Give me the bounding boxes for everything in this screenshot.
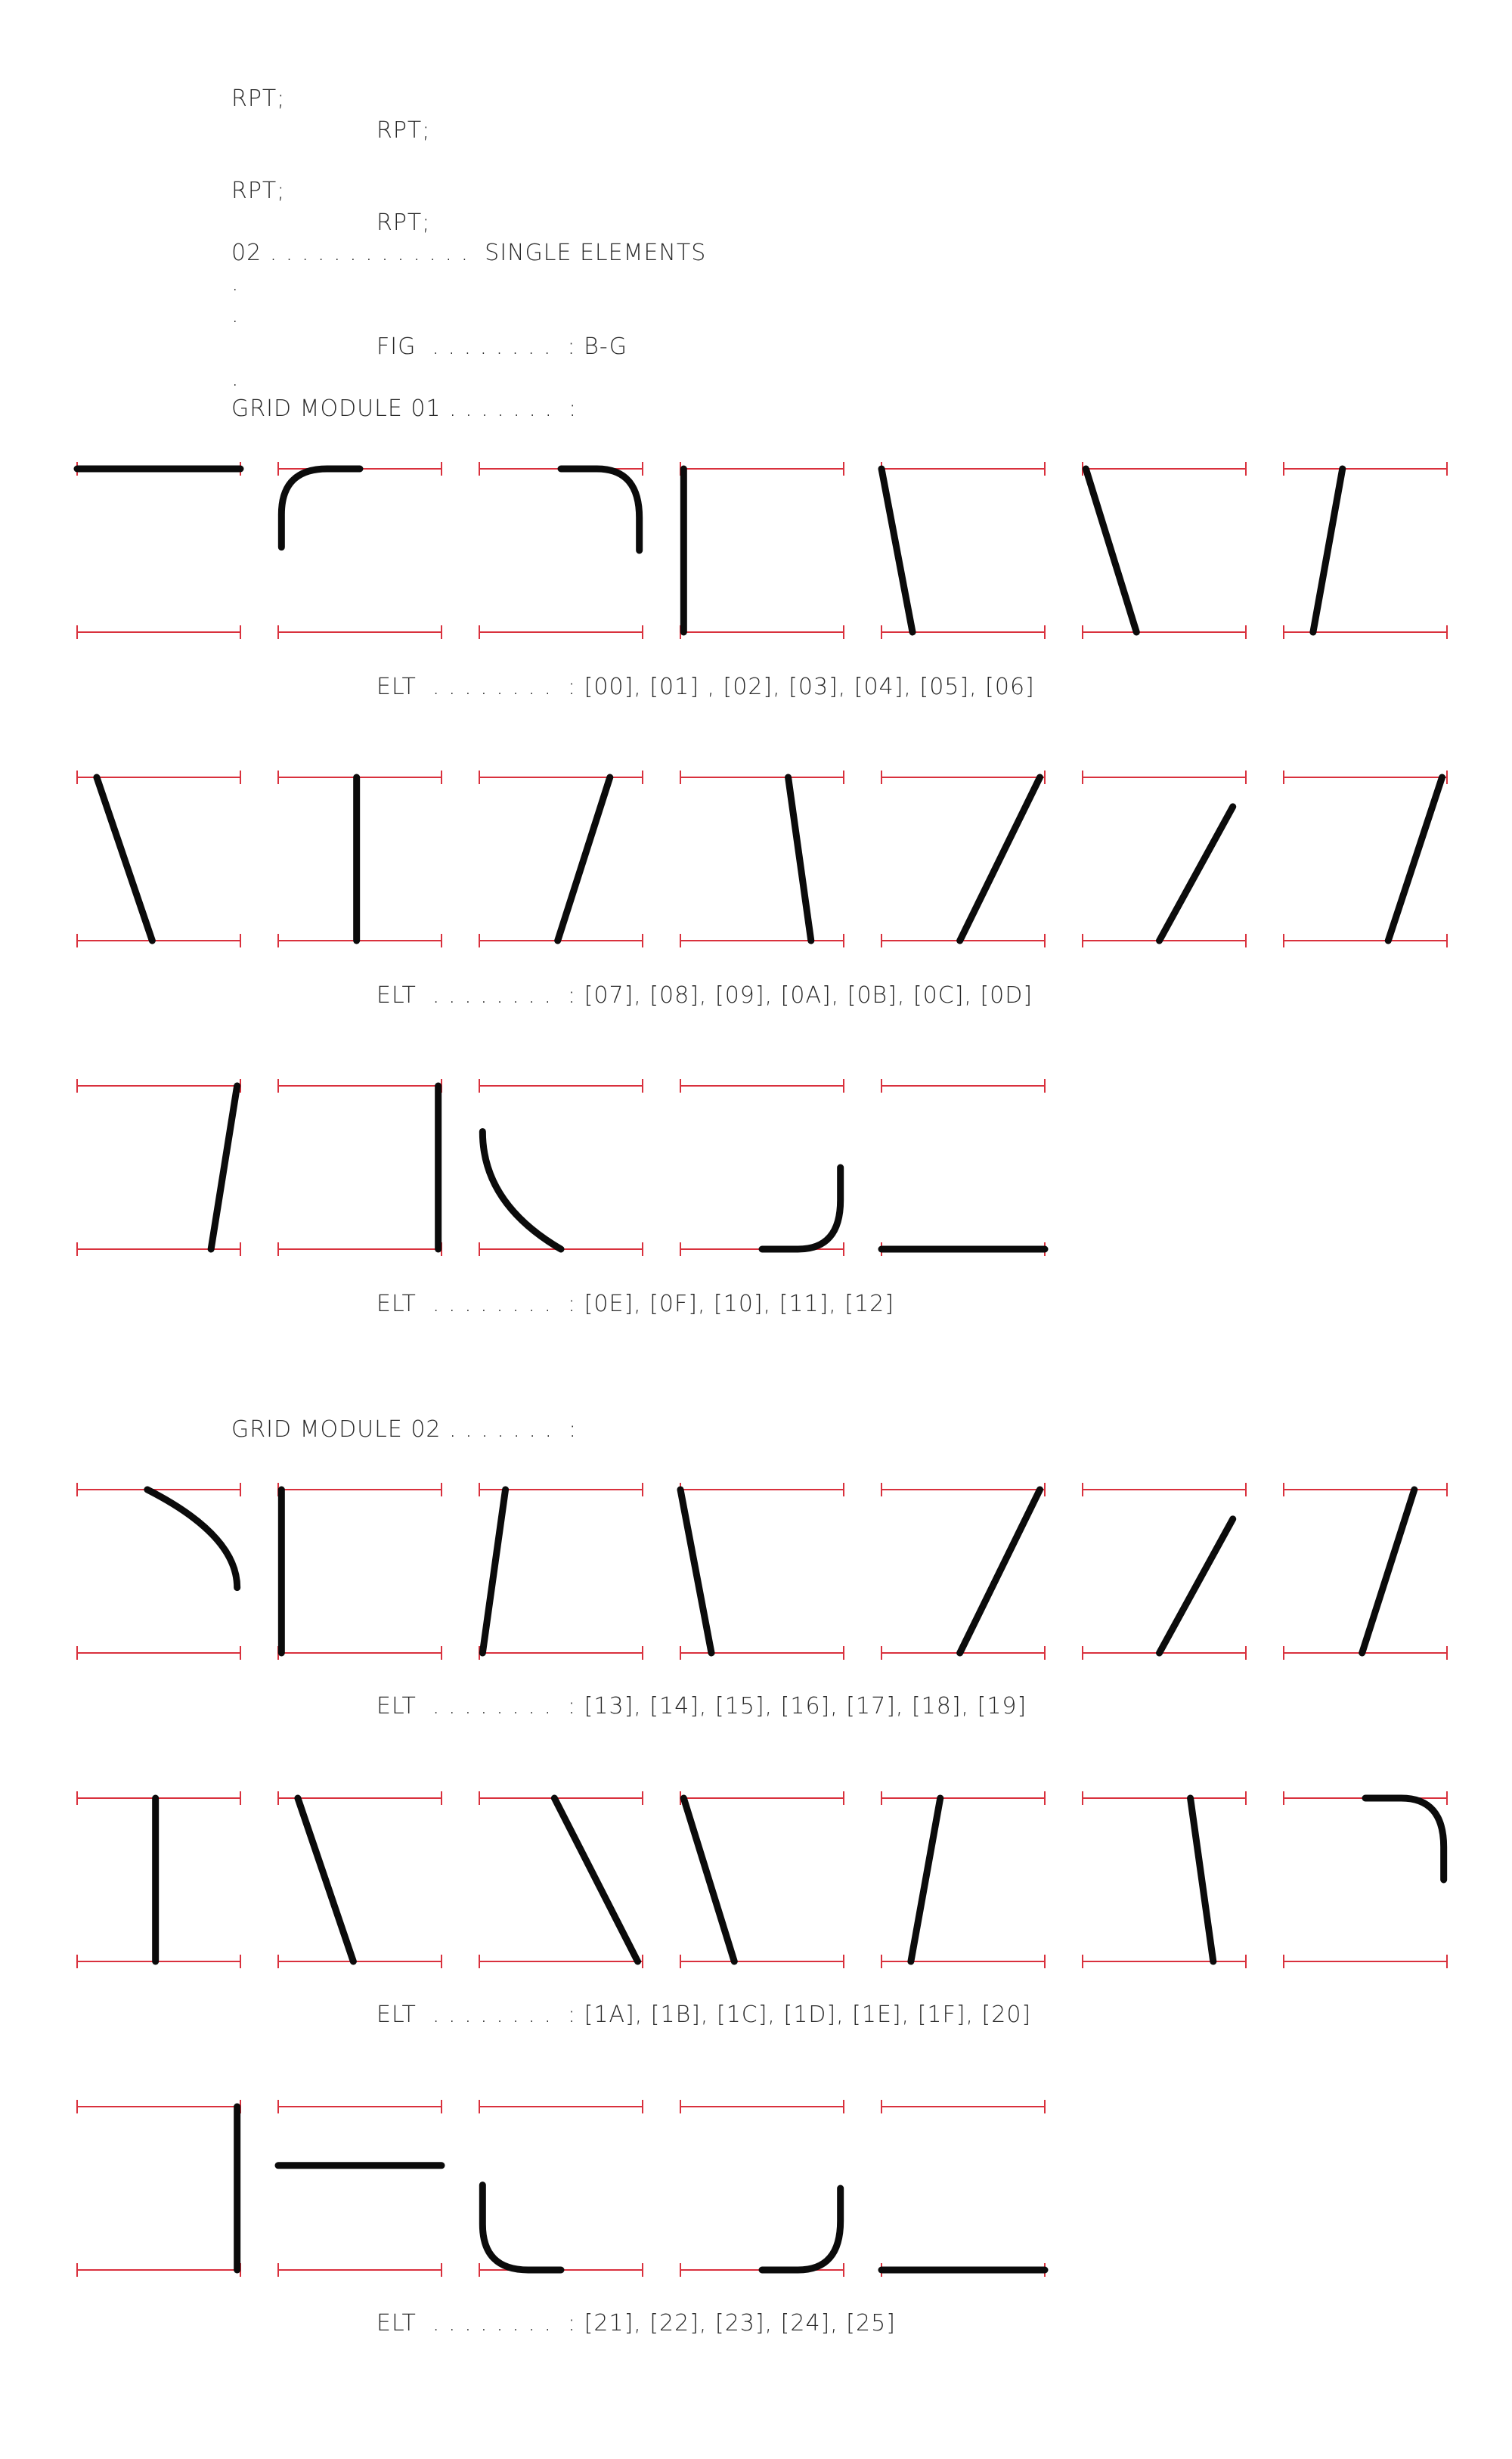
element-caption: ELT . . . . . . . . : [07], [08], [09], [0A], [0B], [0C], [0D] <box>376 982 1033 1009</box>
element-glyph-slant-right-mid <box>1362 1490 1414 1653</box>
element-glyph-arc-top-right <box>1365 1798 1444 1880</box>
element-caption: ELT . . . . . . . . : [1A], [1B], [1C], [1D], [1E], [1F], [20] <box>376 2002 1032 2028</box>
grid-module-cell <box>479 462 643 639</box>
grid-module-cell <box>881 2100 1045 2277</box>
element-caption: ELT . . . . . . . . : [0E], [0F], [10], [11], [12] <box>376 1291 894 1317</box>
grid-module-cell <box>278 1483 442 1660</box>
grid-module-cell <box>881 771 1045 947</box>
grid-module-cell <box>881 1791 1045 1968</box>
grid-module-cell <box>881 1483 1045 1660</box>
element-glyph-slant-right-wide <box>960 777 1040 941</box>
element-glyph-arc-bottom-right <box>762 2188 841 2270</box>
grid-module-cell <box>680 462 844 639</box>
element-glyph-arc-top-left <box>281 469 360 547</box>
element-glyph-lean-left-mid <box>1086 469 1136 632</box>
rpt-line-4: RPT; <box>376 209 431 236</box>
element-caption: ELT . . . . . . . . : [21], [22], [23], [24], [25] <box>376 2310 896 2337</box>
rpt-line-3: RPT; <box>231 178 286 204</box>
grid-module-cell <box>77 1483 240 1660</box>
element-glyph-slant-right-far <box>211 1086 237 1249</box>
grid-module-cell <box>680 1791 844 1968</box>
element-glyph-slant-right-mid <box>558 777 610 941</box>
element-glyph-slant-right-near <box>1313 469 1343 632</box>
element-glyph-lean-left-steep <box>881 469 912 632</box>
rpt-line-2: RPT; <box>376 117 431 144</box>
grid-module-cell <box>680 1079 844 1256</box>
element-glyph-arc-bottom-right <box>762 1167 841 1249</box>
glyph-layer <box>77 469 1444 2270</box>
element-glyph-slant-right-low <box>482 1490 505 1653</box>
grid-layer <box>77 462 1447 2277</box>
grid-module-cell <box>1284 771 1447 947</box>
dot-marker-3: . <box>231 365 240 392</box>
element-glyph-arc-top-right <box>561 469 640 550</box>
element-caption: ELT . . . . . . . . : [00], [01] , [02], [03], [04], [05], [06] <box>376 674 1035 700</box>
grid-module-cell <box>1284 1791 1447 1968</box>
element-glyph-lean-left-long <box>554 1798 637 1961</box>
grid-module-cell <box>479 2100 643 2277</box>
grid-module-cell <box>680 2100 844 2277</box>
element-glyph-lean-right-steep <box>1191 1798 1213 1961</box>
rpt-line-1: RPT; <box>231 85 286 112</box>
grid-module-cell <box>1083 1791 1246 1968</box>
dot-marker-2: . <box>231 302 240 328</box>
grid-module-cell <box>77 2100 240 2277</box>
element-glyph-slant-right-short <box>1160 1519 1233 1653</box>
grid-module-cell <box>1083 1483 1246 1660</box>
element-glyph-lean-left-wide <box>97 777 152 941</box>
element-glyph-lean-left-wide <box>298 1798 353 1961</box>
dot-marker-1: . <box>231 270 240 296</box>
element-glyph-lean-right-steep <box>789 777 811 941</box>
section-heading: 02 . . . . . . . . . . . . . SINGLE ELEMENTS <box>231 240 707 266</box>
element-caption: ELT . . . . . . . . : [13], [14], [15], [16], [17], [18], [19] <box>376 1693 1027 1719</box>
element-glyph-arc-bottom-left <box>482 2185 561 2270</box>
element-glyph-curve-top-right <box>147 1490 237 1588</box>
element-glyph-curve-bottom-left <box>482 1131 561 1249</box>
grid-module-label-02: GRID MODULE 02 . . . . . . . : <box>231 1416 578 1443</box>
element-glyph-slant-right-wide <box>960 1490 1040 1653</box>
grid-module-cell <box>278 462 442 639</box>
grid-module-cell <box>680 771 844 947</box>
grid-module-cell <box>278 2100 442 2277</box>
element-glyph-slant-right-edge <box>1388 777 1442 941</box>
grid-module-cell <box>881 1079 1045 1256</box>
grid-module-cell <box>479 1079 643 1256</box>
element-glyph-lean-left-steep <box>680 1490 711 1653</box>
element-glyph-slant-right-near <box>911 1798 940 1961</box>
grid-module-label-01: GRID MODULE 01 . . . . . . . : <box>231 395 578 422</box>
grid-module-cell <box>77 462 240 639</box>
grid-module-cell <box>1083 462 1246 639</box>
grid-module-cell <box>1284 462 1447 639</box>
grid-module-cell <box>278 1079 442 1256</box>
element-glyph-lean-left-mid <box>683 1798 734 1961</box>
element-glyph-slant-right-short <box>1160 807 1233 941</box>
figure-reference: FIG . . . . . . . . : B-G <box>376 333 627 360</box>
grid-module-cell <box>1083 771 1246 947</box>
